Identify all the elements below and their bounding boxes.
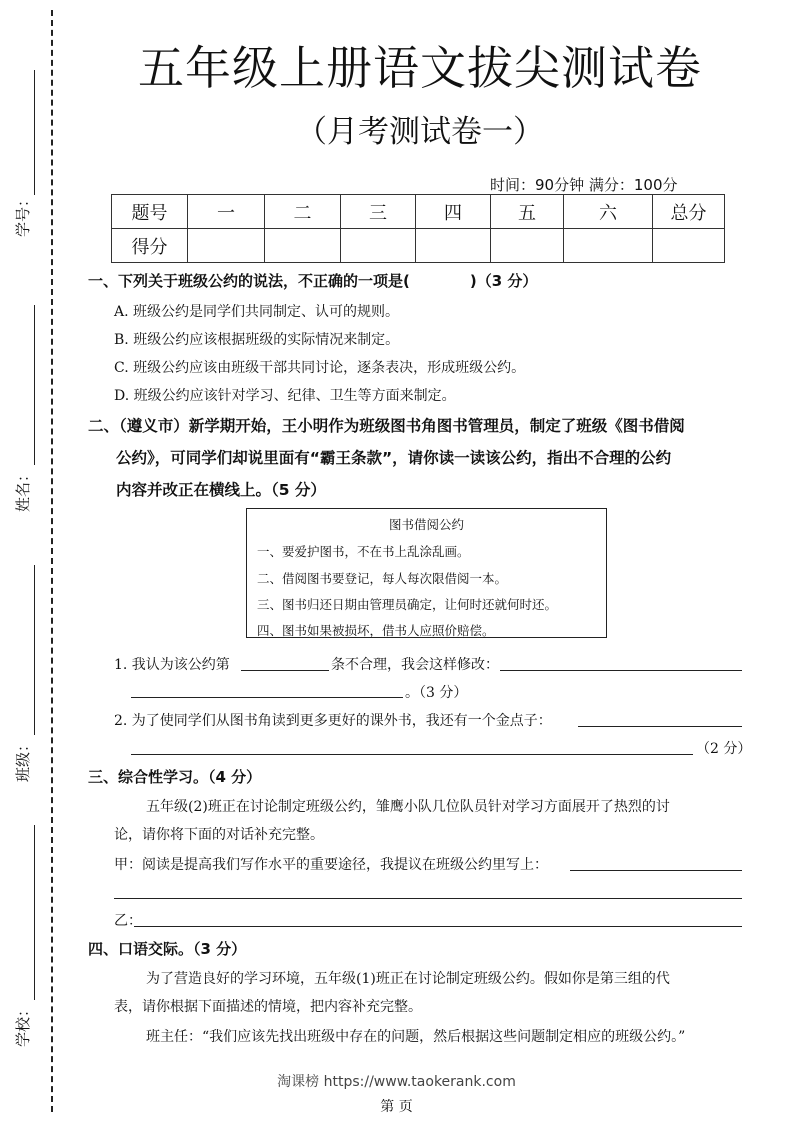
score-header-cell: 题号	[112, 195, 188, 229]
q1-option-b: B. 班级公约应该根据班级的实际情况来制定。	[114, 332, 400, 348]
q1-heading	[88, 266, 537, 296]
q1-option-a: A. 班级公约是同学们共同制定、认可的规则。	[114, 304, 400, 320]
q2-sub1-end: 。（3 分）	[405, 685, 468, 701]
q3-jia-text: 甲：阅读是提高我们写作水平的重要途径，我提议在班级公约里写上：	[114, 857, 548, 873]
q3-heading: 三、综合性学习。（4 分）	[88, 768, 262, 786]
score-cell[interactable]	[491, 229, 564, 263]
score-header-cell: 三	[341, 195, 416, 229]
score-header-cell: 六	[564, 195, 653, 229]
q2-sub1-fix-blank[interactable]	[500, 670, 742, 671]
q3-para-line1: 五年级(2)班正在讨论制定班级公约，雏鹰小队几位队员针对学习方面展开了热烈的讨	[146, 799, 670, 815]
library-rule-item: 一、要爱护图书，不在书上乱涂乱画。	[257, 544, 470, 559]
q4-heading: 四、口语交际。（3 分）	[88, 940, 247, 958]
q3-yi-blank[interactable]	[134, 926, 742, 927]
q2-sub2-idea-blank[interactable]	[578, 726, 742, 727]
score-cell[interactable]	[265, 229, 341, 263]
q4-para-line1: 为了营造良好的学习环境，五年级(1)班正在讨论制定班级公约。假如你是第三组的代	[146, 971, 670, 987]
score-cell[interactable]	[653, 229, 725, 263]
school-label: 学校：	[14, 1001, 32, 1047]
q3-para-line2: 论，请你将下面的对话补充完整。	[114, 827, 324, 843]
q4-para-line2: 表，请你根据下面描述的情境，把内容补充完整。	[114, 999, 422, 1015]
q3-yi-label: 乙：	[114, 913, 142, 929]
library-rule-item: 二、借阅图书要登记，每人每次限借阅一本。	[257, 571, 508, 586]
score-table-header-row	[112, 195, 725, 229]
q2-sub1-rule-number-blank[interactable]	[241, 670, 329, 671]
score-cell[interactable]	[416, 229, 491, 263]
q2-sub2-idea-blank-2[interactable]	[131, 754, 693, 755]
library-rules-title: 图书借阅公约	[388, 517, 464, 532]
library-rules-box	[246, 508, 607, 638]
q1-heading-text: 一、下列关于班级公约的说法，不正确的一项是(	[88, 272, 410, 290]
q3-jia-blank[interactable]	[570, 870, 742, 871]
score-row-label: 得分	[112, 229, 188, 263]
class-line	[34, 565, 35, 735]
q1-option-c: C. 班级公约应该由班级干部共同讨论，逐条表决，形成班级公约。	[114, 360, 526, 376]
q2-sub1-text-a: 1. 我认为该公约第	[114, 657, 230, 673]
library-rule-item: 三、图书归还日期由管理员确定，让何时还就何时还。	[257, 597, 558, 612]
library-rule-item: 四、图书如果被损坏，借书人应照价赔偿。	[257, 623, 495, 638]
q2-sub2-text: 2. 为了使同学们从图书角读到更多更好的课外书，我还有一个金点子：	[114, 713, 552, 729]
footer-page-number: 第 页	[380, 1099, 413, 1115]
score-header-cell: 二	[265, 195, 341, 229]
class-label: 班级：	[14, 736, 32, 782]
page-title: 五年级上册语文拔尖测试卷	[138, 41, 702, 95]
q2-sub1-text-b: 条不合理，我会这样修改：	[331, 657, 499, 673]
q3-jia-blank-2[interactable]	[114, 898, 742, 899]
score-table-score-row	[112, 229, 725, 263]
score-cell[interactable]	[341, 229, 416, 263]
student-id-label: 学号：	[14, 191, 32, 237]
school-line	[34, 825, 35, 1000]
score-header-cell: 五	[491, 195, 564, 229]
score-header-cell: 一	[188, 195, 265, 229]
time-info: 时间：90分钟 满分：100分	[490, 176, 678, 194]
q1-option-d: D. 班级公约应该针对学习、纪律、卫生等方面来制定。	[114, 388, 456, 404]
q4-para-line3: 班主任：“我们应该先找出班级中存在的问题，然后根据这些问题制定相应的班级公约。”	[146, 1029, 686, 1045]
score-table	[111, 194, 725, 263]
student-id-line	[34, 70, 35, 195]
name-line	[34, 305, 35, 465]
q2-stem-line3: 内容并改正在横线上。（5 分）	[116, 481, 326, 499]
score-cell[interactable]	[188, 229, 265, 263]
name-label: 姓名：	[14, 466, 32, 512]
q2-sub2-end: （2 分）	[696, 741, 752, 757]
binding-dashed-line	[51, 10, 53, 1112]
q2-stem	[88, 410, 743, 506]
q2-stem-line2: 公约》，可同学们却说里面有“霸王条款”，请你读一读该公约，指出不合理的公约	[116, 449, 672, 467]
score-header-cell: 总分	[653, 195, 725, 229]
score-cell[interactable]	[564, 229, 653, 263]
score-header-cell: 四	[416, 195, 491, 229]
q2-stem-line1: 二、（遵义市）新学期开始，王小明作为班级图书角图书管理员，制定了班级《图书借阅	[88, 417, 685, 435]
footer-site: 淘课榜 https://www.taokerank.com	[277, 1074, 516, 1090]
page-subtitle: （月考测试卷一）	[296, 114, 544, 150]
q1-heading-points: )（3 分）	[469, 272, 538, 290]
q2-sub1-fix-blank-2[interactable]	[131, 697, 403, 698]
